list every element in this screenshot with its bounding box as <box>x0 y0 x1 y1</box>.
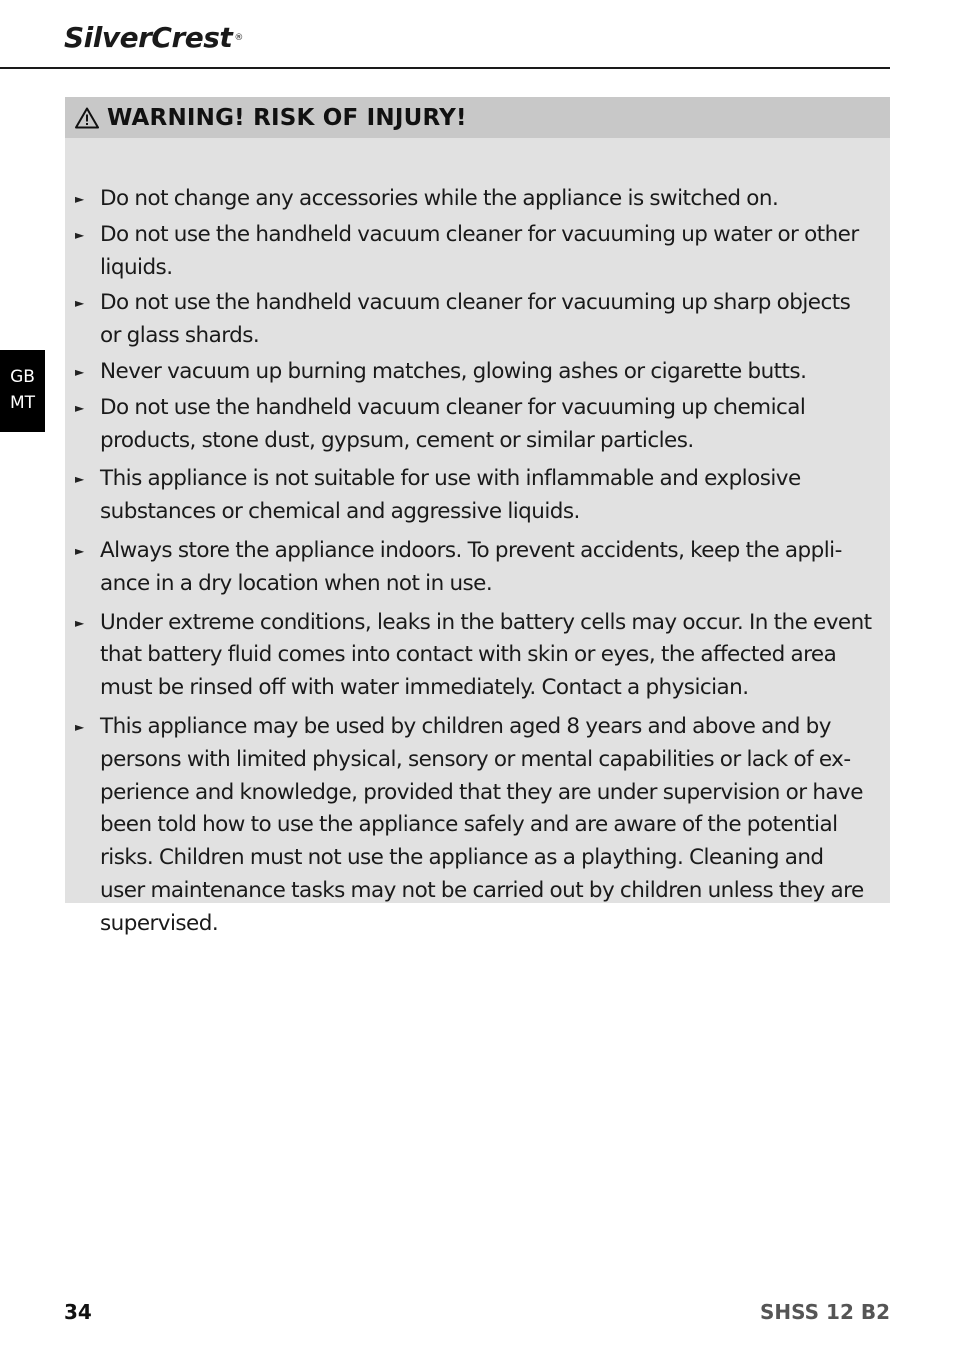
warning-item-line: perience and knowledge, provided that they are under supervision or have <box>100 779 863 805</box>
warning-item-line: Never vacuum up burning matches, glowing ashes or cigarette butts. <box>100 359 807 384</box>
warning-item-line: substances or chemical and aggressive liquids. <box>100 499 580 525</box>
warning-item-line: This appliance is not suitable for use with inflammable and explosive <box>100 466 801 492</box>
warning-item-line: Do not change any accessories while the appliance is switched on. <box>100 186 779 211</box>
warning-item-text <box>100 183 890 216</box>
triangle-right-bullet-icon: ► <box>75 472 85 487</box>
triangle-right-bullet-icon: ► <box>75 296 85 311</box>
brand-logo <box>64 22 243 54</box>
warning-item-line: been told how to use the appliance safely and are aware of the potential <box>100 812 838 838</box>
header-divider <box>0 67 890 69</box>
triangle-right-bullet-icon: ► <box>75 615 85 630</box>
warning-item-line: Do not use the handheld vacuum cleaner for vacuuming up sharp objects <box>100 290 851 316</box>
warning-item-line: Do not use the handheld vacuum cleaner for vacuuming up water or other <box>100 221 859 247</box>
warning-item-line: Under extreme conditions, leaks in the battery cells may occur. In the event <box>100 609 872 635</box>
warning-box <box>65 97 890 936</box>
warning-item-text <box>100 463 890 529</box>
warning-item-line: that battery fluid comes into contact with skin or eyes, the affected area <box>100 642 837 668</box>
triangle-right-bullet-icon: ► <box>75 192 85 206</box>
triangle-right-bullet-icon: ► <box>75 400 85 415</box>
warning-item-line: persons with limited physical, sensory or mental capabilities or lack of ex- <box>100 746 851 772</box>
warning-item-text <box>100 392 890 458</box>
warning-item-line: supervised. <box>100 910 219 936</box>
warning-item-text <box>100 711 890 941</box>
language-code-gb: GB <box>10 367 35 387</box>
warning-item-line: must be rinsed off with water immediately. Contact a physician. <box>100 675 749 701</box>
triangle-right-bullet-icon: ► <box>75 544 85 558</box>
warning-item-text <box>100 219 890 285</box>
warning-item-line: products, stone dust, gypsum, cement or similar particles. <box>100 427 694 453</box>
warning-item-line: Do not use the handheld vacuum cleaner for vacuuming up chemical <box>100 394 806 420</box>
warning-item-text <box>100 535 890 601</box>
warning-title: WARNING! RISK OF INJURY! <box>107 104 467 131</box>
warning-triangle-icon <box>75 107 99 129</box>
warning-item-line: ance in a dry location when not in use. <box>100 570 493 596</box>
model-number: SHSS 12 B2 <box>760 1300 890 1324</box>
brand-name: SilverCrest <box>64 21 233 54</box>
page-number: 34 <box>64 1300 92 1324</box>
registered-mark: ® <box>234 33 243 43</box>
warning-item-text <box>100 607 890 705</box>
warning-item-line: or glass shards. <box>100 323 260 349</box>
triangle-right-bullet-icon: ► <box>75 720 85 734</box>
warning-item-text <box>100 356 890 389</box>
warning-header <box>65 97 890 138</box>
warning-item-text <box>100 287 890 353</box>
language-code-mt: MT <box>9 393 36 413</box>
warning-item-line: user maintenance tasks may not be carried out by children unless they are <box>100 877 864 903</box>
triangle-right-bullet-icon: ► <box>75 365 85 379</box>
language-tab <box>0 350 45 432</box>
warning-item-line: This appliance may be used by children aged 8 years and above and by <box>100 714 831 739</box>
warning-item-line: Always store the appliance indoors. To prevent accidents, keep the appli- <box>100 538 842 563</box>
warning-item-line: liquids. <box>100 254 173 280</box>
triangle-right-bullet-icon: ► <box>75 227 85 242</box>
warning-item-line: risks. Children must not use the appliance as a plaything. Cleaning and <box>100 845 824 871</box>
